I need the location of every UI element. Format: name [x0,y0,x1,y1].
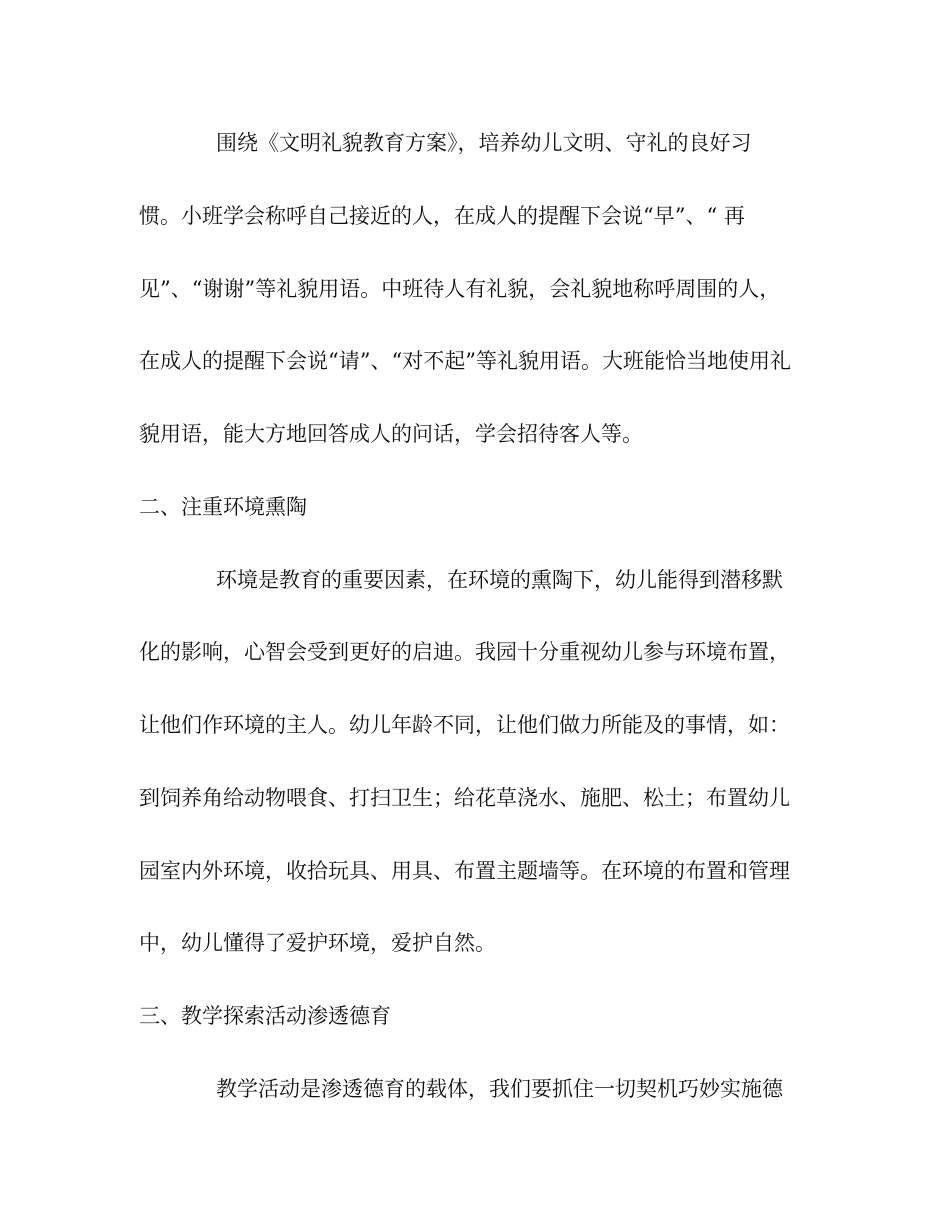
paragraph-line: 让他们作环境的主人。幼儿年龄不同，让他们做力所能及的事情，如： [139,713,790,737]
section-heading: 三、教学探索活动渗透德育 [139,1004,391,1028]
paragraph-line: 环境是教育的重要因素，在环境的熏陶下，幼儿能得到潜移默 [216,568,783,592]
section-heading: 二、注重环境熏陶 [139,495,307,519]
paragraph-line: 到饲养角给动物喂食、打扫卫生；给花草浇水、施肥、松土；布置幼儿 [139,786,790,810]
paragraph-line: 中，幼儿懂得了爱护环境，爱护自然。 [139,931,496,955]
paragraph-line: 见”、“谢谢”等礼貌用语。中班待人有礼貌，会礼貌地称呼周围的人， [139,277,781,301]
paragraph-line: 化的影响，心智会受到更好的启迪。我园十分重视幼儿参与环境布置， [139,640,790,664]
paragraph-line: 貌用语，能大方地回答成人的问话，学会招待客人等。 [139,422,643,446]
paragraph-line: 在成人的提醒下会说“请”、“对不起”等礼貌用语。大班能恰当地使用礼 [139,349,791,373]
paragraph-line: 惯。小班学会称呼自己接近的人，在成人的提醒下会说“早”、“ 再 [139,204,745,228]
paragraph-line: 教学活动是渗透德育的载体，我们要抓住一切契机巧妙实施德 [216,1077,783,1101]
paragraph-line: 围绕《文明礼貌教育方案》，培养幼儿文明、守礼的良好习 [216,131,752,155]
paragraph-line: 园室内外环境，收拾玩具、用具、布置主题墙等。在环境的布置和管理 [139,859,790,883]
